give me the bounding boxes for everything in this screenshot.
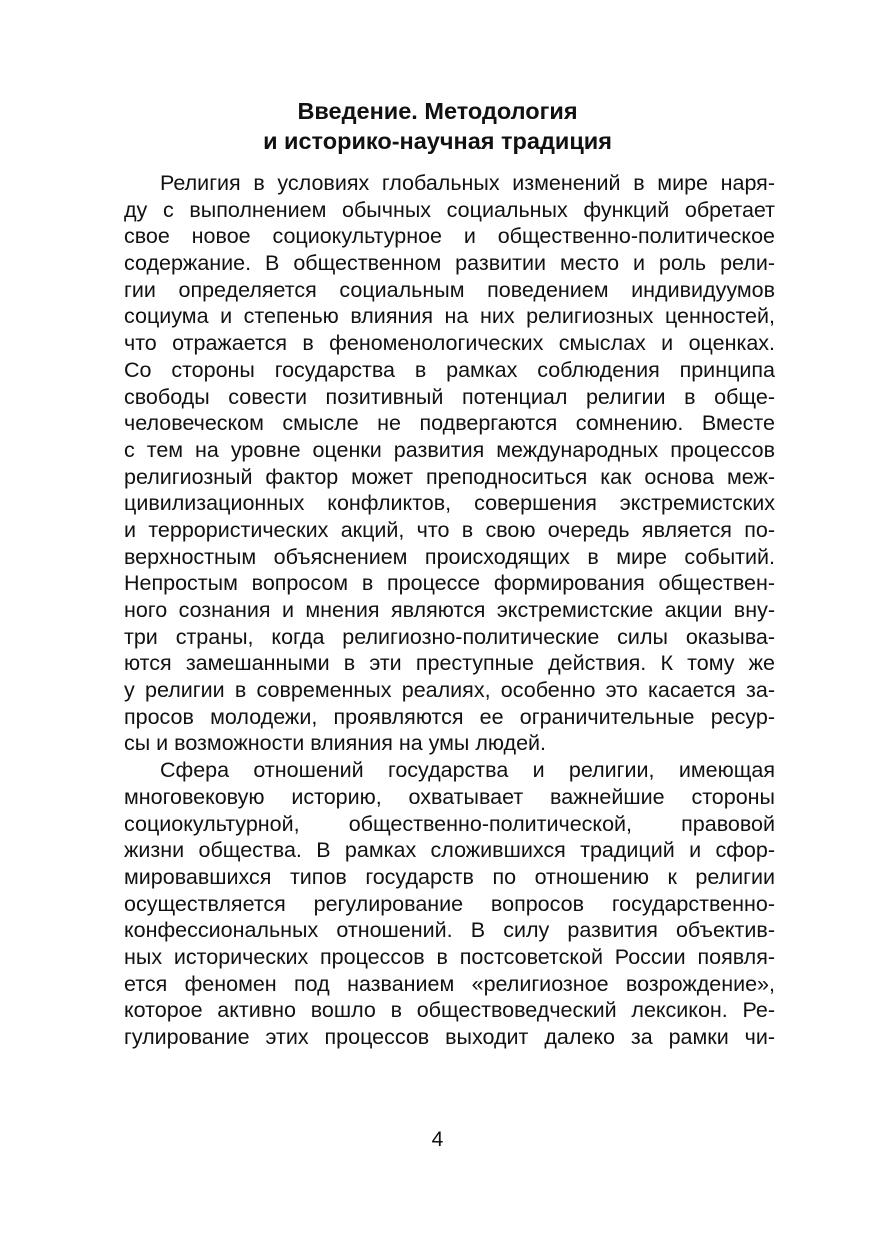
text-line: Со стороны государства в рамках соблюдения принципа <box>124 357 775 382</box>
text-line: и террористических акций, что в свою очередь является по- <box>124 517 775 542</box>
text-line: что отражается в феноменологических смыслах и оценках. <box>124 331 775 356</box>
text-line: ных исторических процессов в постсоветской России появля- <box>124 944 775 969</box>
chapter-title-line-1: Введение. Методология <box>297 98 578 124</box>
body-text <box>124 170 775 1051</box>
text-line: ется феномен под названием «религиозное возрождение», <box>124 971 775 996</box>
text-line: осуществляется регулирование вопросов государственно- <box>124 891 775 916</box>
text-line: конфессиональных отношений. В силу развития объектив- <box>124 918 775 943</box>
paragraph-1 <box>124 170 775 757</box>
text-line: мировавшихся типов государств по отношению к религии <box>124 864 775 889</box>
text-line: гии определяется социальным поведением индивидуумов <box>124 277 775 302</box>
text-line: социума и степенью влияния на них религиозных ценностей, <box>124 304 775 329</box>
text-line: жизни общества. В рамках сложившихся традиций и сфор- <box>124 838 775 863</box>
text-line: Религия в условиях глобальных изменений в мире наря- <box>160 171 775 195</box>
text-line: у религии в современных реалиях, особенно это касается за- <box>124 678 775 703</box>
text-line: свое новое социокультурное и общественно-политическое <box>124 224 775 249</box>
text-line: Непростым вопросом в процессе формирования обществен- <box>124 571 775 596</box>
text-line: верхностным объяснением происходящих в мире событий. <box>124 544 775 569</box>
text-line: ются замешанными в эти преступные действия. К тому же <box>124 651 775 676</box>
paragraph-2 <box>124 757 775 1051</box>
page-number: 4 <box>431 1128 444 1151</box>
text-line: человеческом смысле не подвергаются сомнению. Вместе <box>124 411 775 436</box>
text-line: религиозный фактор может преподноситься как основа меж- <box>124 464 775 489</box>
text-line: которое активно вошло в обществоведческий лексикон. Ре- <box>124 998 775 1023</box>
text-line: просов молодежи, проявляются ее ограничительные ресур- <box>124 704 775 729</box>
chapter-title-line-2: и историко-научная традиция <box>263 128 612 154</box>
text-line: три страны, когда религиозно-политические силы оказыва- <box>124 624 775 649</box>
text-line: цивилизационных конфликтов, совершения экстремистских <box>124 491 775 516</box>
text-line: ду с выполнением обычных социальных функций обретает <box>124 197 775 222</box>
text-line: многовековую историю, охватывает важнейшие стороны <box>124 784 775 809</box>
text-line: сы и возможности влияния на умы людей. <box>124 731 547 756</box>
text-line: гулирование этих процессов выходит далеко за рамки чи- <box>124 1025 775 1049</box>
text-line: свободы совести позитивный потенциал религии в обще- <box>124 384 775 409</box>
text-line: Сфера отношений государства и религии, имеющая <box>160 758 775 783</box>
text-line: с тем на уровне оценки развития международных процессов <box>124 437 775 462</box>
text-line: социокультурной, общественно-политической, правовой <box>124 811 775 836</box>
text-line: ного сознания и мнения являются экстремистские акции вну- <box>124 598 775 622</box>
text-line: содержание. В общественном развитии место и роль рели- <box>124 251 775 276</box>
